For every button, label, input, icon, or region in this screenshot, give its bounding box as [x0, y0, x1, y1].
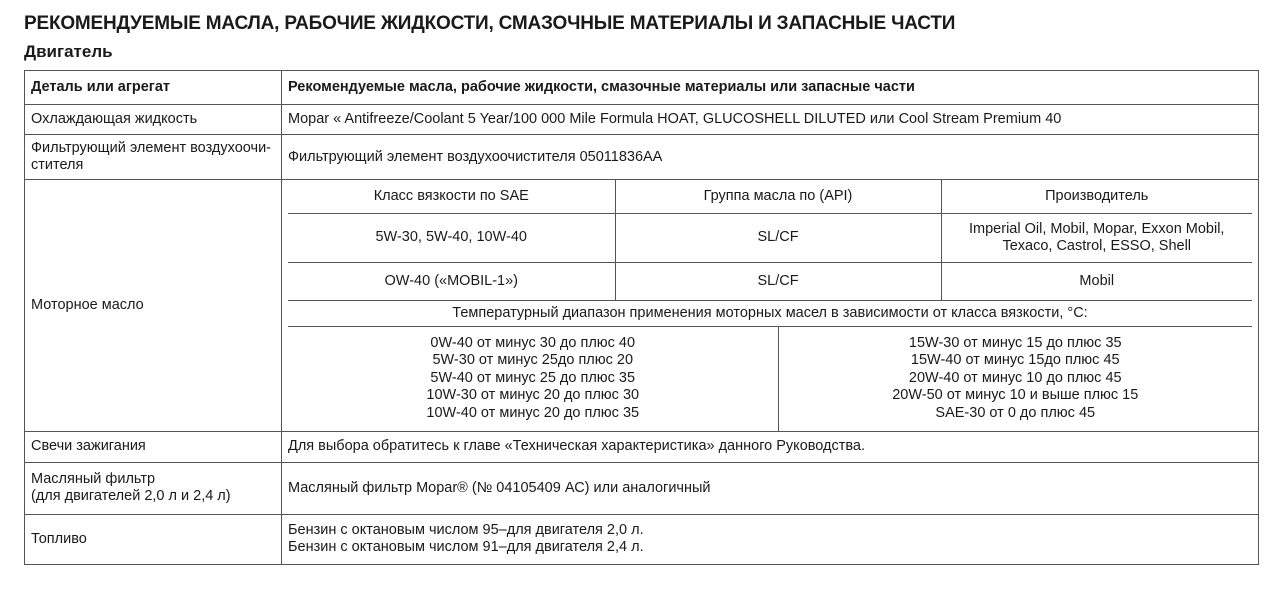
maker-value-1 [941, 213, 1252, 262]
row-air-filter [25, 135, 1259, 180]
sae-header: Класс вязкости по SAE [288, 180, 615, 213]
section-subtitle: Двигатель [24, 42, 113, 61]
air-filter-label [25, 135, 282, 180]
oil-filter-value: Масляный фильтр Mopar® (№ 04105409 АС) или аналогичный [282, 462, 1259, 514]
air-filter-label-line2: стителя [31, 157, 84, 173]
api-value-2: SL/CF [615, 262, 941, 300]
specs-table [24, 70, 1259, 565]
oil-row-1 [288, 213, 1252, 262]
coolant-label: Охлаждающая жидкость [25, 105, 282, 135]
maker-value-1-line2: Texaco, Castrol, ESSO, Shell [1002, 237, 1192, 254]
air-filter-value: Фильтрующий элемент воздухоочистителя 05011836АА [282, 135, 1259, 180]
maker-header: Производитель [941, 180, 1252, 213]
row-spark-plugs [25, 431, 1259, 462]
table-header-row [25, 71, 1259, 105]
api-value-1: SL/CF [615, 213, 941, 262]
range-item: 0W-40 от минус 30 до плюс 40 [430, 334, 636, 351]
sae-value-2: OW-40 («MOBIL-1») [288, 262, 615, 300]
coolant-value: Mopar « Antifreeze/Coolant 5 Year/100 000 Mile Formula HOAT, GLUCOSHELL DILUTED или Cool Stream Premium 40 [282, 105, 1259, 135]
temp-ranges-row [288, 326, 1252, 431]
maker-value-1-line1: Imperial Oil, Mobil, Mopar, Exxon Mobil, [969, 220, 1225, 237]
oil-subheader-row [288, 180, 1252, 213]
range-item: 15W-30 от минус 15 до плюс 35 [908, 334, 1122, 351]
air-filter-label-line1: Фильтрующий элемент воздухоочи- [31, 140, 272, 156]
spark-plugs-label: Свечи зажигания [25, 431, 282, 462]
range-item: 5W-30 от минус 25до плюс 20 [432, 352, 634, 369]
maker-value-2: Mobil [941, 262, 1252, 300]
range-item: 5W-40 от минус 25 до плюс 35 [430, 369, 636, 386]
fuel-label: Топливо [25, 514, 282, 564]
fuel-value-line2: Бензин с октановым числом 91–для двигателя 2,4 л. [288, 539, 644, 555]
range-item: 20W-40 от минус 10 до плюс 45 [908, 369, 1122, 386]
temp-ranges-table [288, 327, 1252, 431]
oil-row-2 [288, 262, 1252, 300]
row-oil-filter [25, 462, 1259, 514]
ranges-right [778, 327, 1252, 431]
row-fuel [25, 514, 1259, 564]
sae-value-1: 5W-30, 5W-40, 10W-40 [288, 213, 615, 262]
engine-oil-subtable [288, 180, 1252, 431]
row-engine-oil [25, 180, 1259, 432]
header-recommended: Рекомендуемые масла, рабочие жидкости, смазочные материалы или запасные части [282, 71, 1259, 105]
page-title: РЕКОМЕНДУЕМЫЕ МАСЛА, РАБОЧИЕ ЖИДКОСТИ, СМАЗОЧНЫЕ МАТЕРИАЛЫ И ЗАПАСНЫЕ ЧАСТИ [24, 13, 956, 34]
oil-filter-label-line2: (для двигателей 2,0 л и 2,4 л) [31, 488, 231, 504]
range-item: SAE-30 от 0 до плюс 45 [935, 404, 1096, 421]
range-item: 20W-50 от минус 10 и выше плюс 15 [892, 387, 1139, 404]
temp-header-row [288, 300, 1252, 326]
temp-ranges-cell [288, 326, 1252, 431]
engine-oil-label: Моторное масло [25, 180, 282, 432]
range-item: 10W-40 от минус 20 до плюс 35 [426, 404, 640, 421]
fuel-value-line1: Бензин с октановым числом 95–для двигателя 2,0 л. [288, 522, 644, 538]
row-coolant [25, 105, 1259, 135]
header-part: Деталь или агрегат [25, 71, 282, 105]
temp-range-header: Температурный диапазон применения моторных масел в зависимости от класса вязкости, °C: [288, 300, 1252, 326]
fuel-value [282, 514, 1259, 564]
engine-oil-details [282, 180, 1259, 432]
ranges-left [288, 327, 778, 431]
api-header: Группа масла по (API) [615, 180, 941, 213]
oil-filter-label [25, 462, 282, 514]
oil-filter-label-line1: Масляный фильтр [31, 471, 156, 487]
range-item: 10W-30 от минус 20 до плюс 30 [426, 387, 640, 404]
range-item: 15W-40 от минус 15до плюс 45 [910, 352, 1120, 369]
spark-plugs-value: Для выбора обратитесь к главе «Техническая характеристика» данного Руководства. [282, 431, 1259, 462]
